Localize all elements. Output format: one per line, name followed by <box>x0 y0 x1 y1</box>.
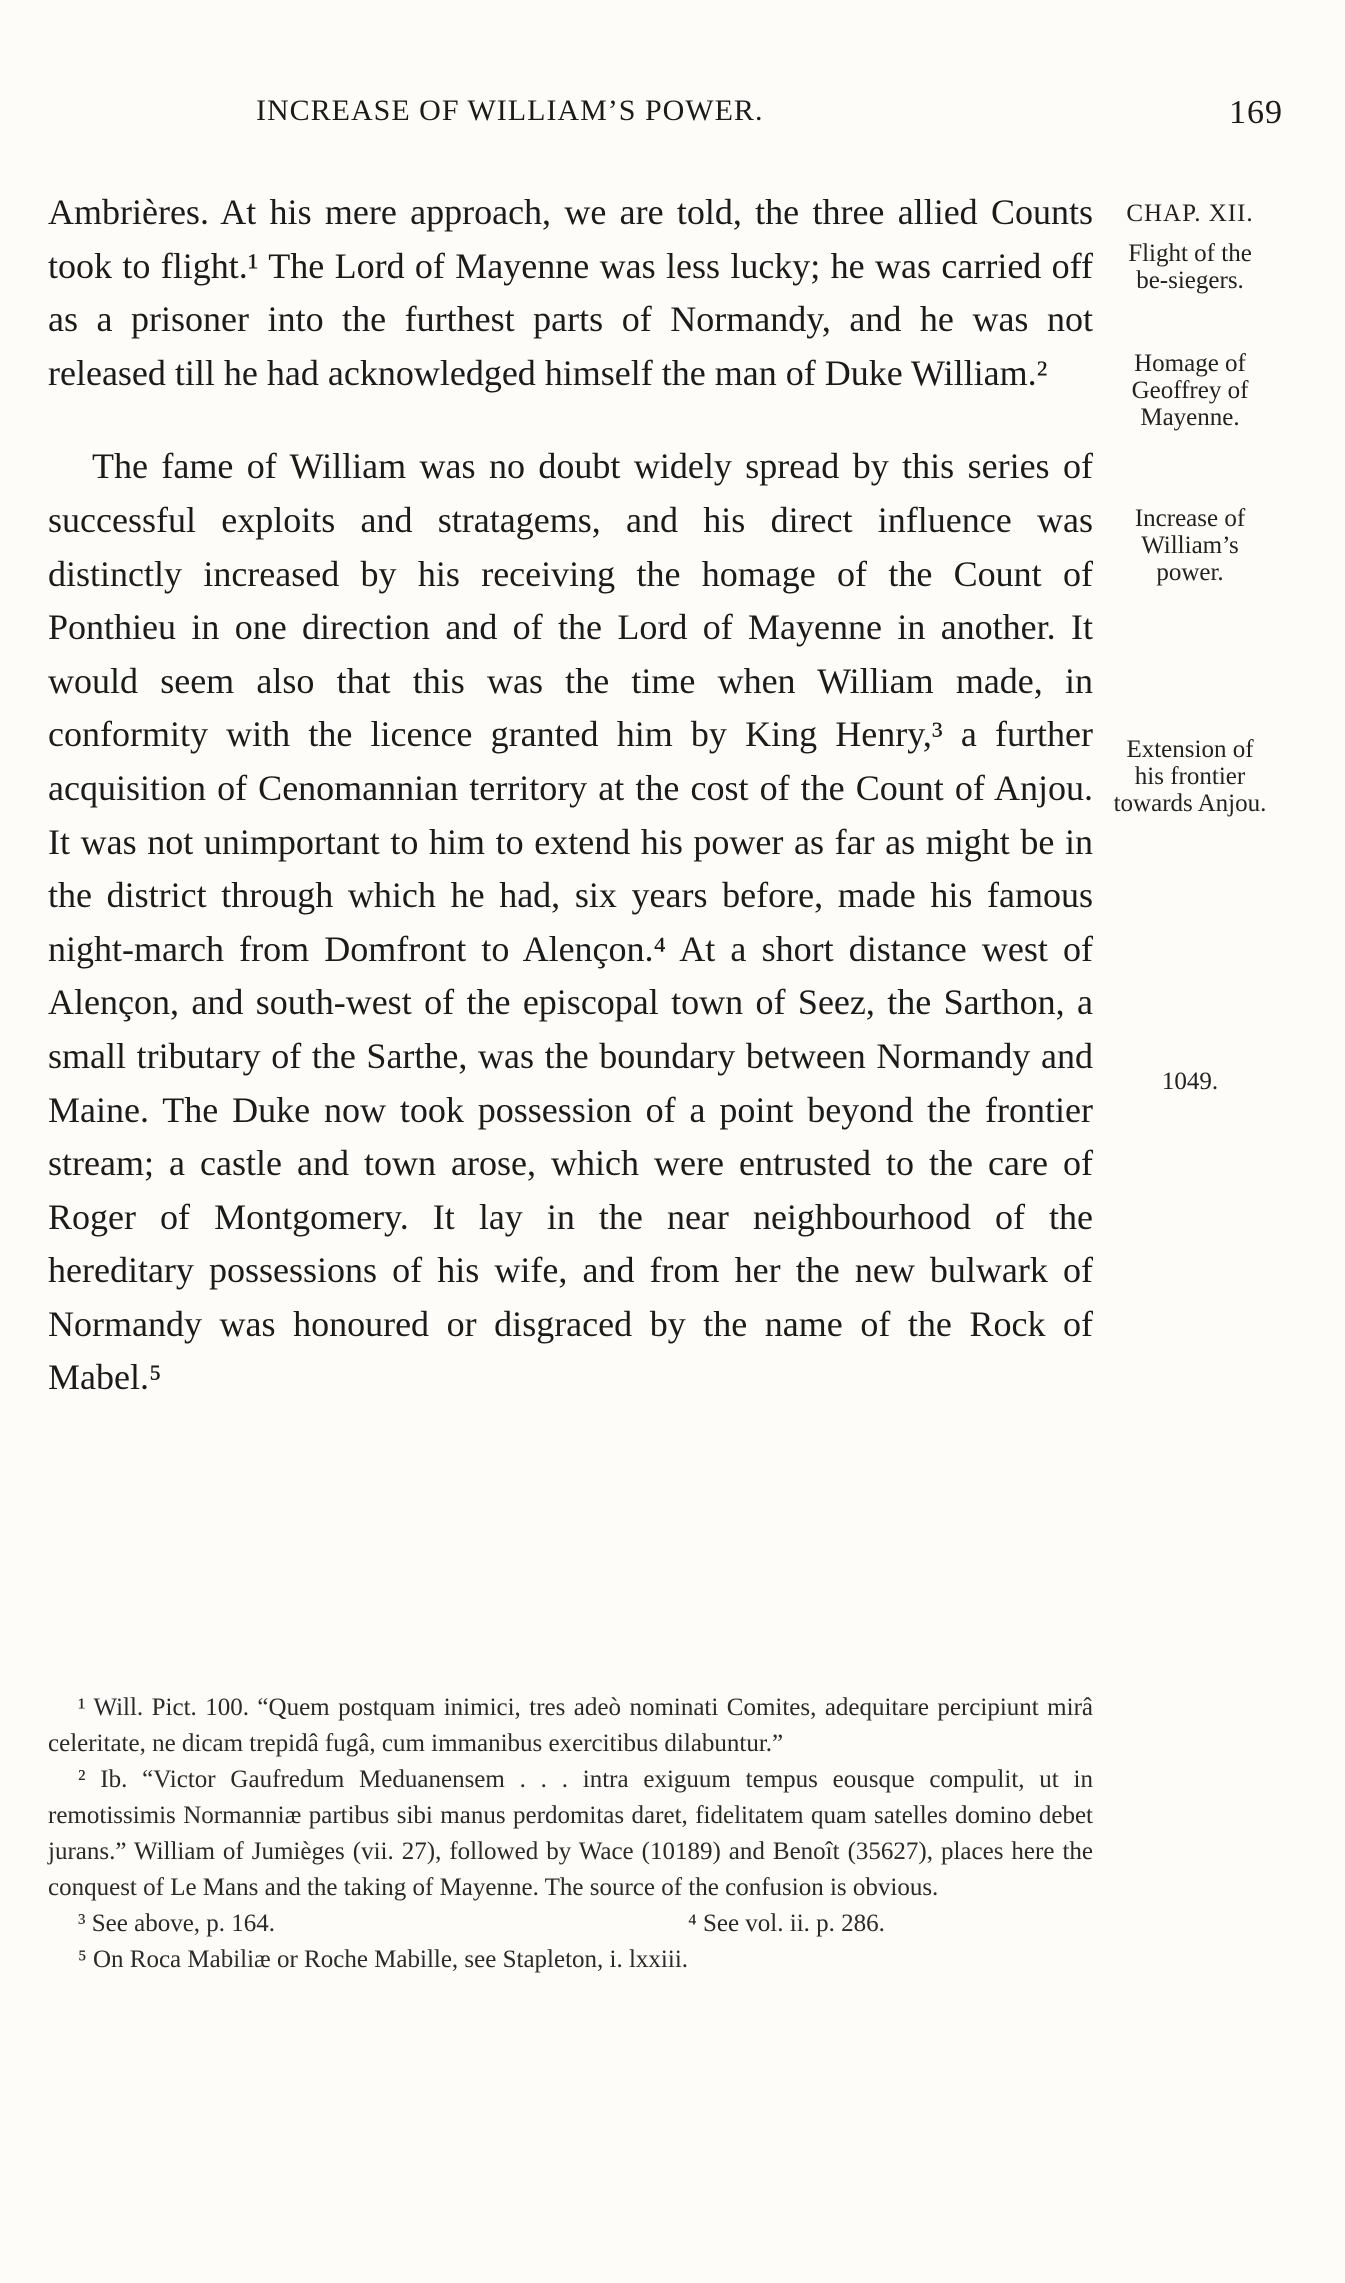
paragraph-1: Ambrières. At his mere approach, we are told, the three allied Counts took to flight.¹ The Lord of Mayenne was less lucky; he was carried off as a prisoner into the furthest parts of Normandy, and he was not released till he had acknowledged himself the man of Duke William.² <box>48 192 1093 393</box>
running-title: INCREASE OF WILLIAM’S POWER. <box>256 94 764 127</box>
footnote-3: ³ See above, p. 164. <box>78 1910 276 1937</box>
margin-note-homage: Homage of Geoffrey of Mayenne. <box>1131 350 1249 431</box>
margin-note-extension: Extension of his frontier towards Anjou. <box>1113 736 1267 817</box>
margin-note-increase: Increase of William’s power. <box>1134 505 1246 586</box>
main-text <box>48 186 1093 1405</box>
margin-note-flight: Flight of the be-siegers. <box>1128 240 1252 294</box>
page-number: 169 <box>1229 94 1283 131</box>
footnote-2: ² Ib. “Victor Gaufredum Meduanensem . . . intra exiguum tempus eousque compulit, ut in remotissimis Normanniæ partibus sibi manus perdomitas daret, fidelitatem quam satelles domino debet jurans.” William of Jumièges (vii. 27), followed by Wace (10189) and Benoît (35627), places here the conquest of Le Mans and the taking of Mayenne. The source of the confusion is obvious. <box>48 1766 1093 1901</box>
footnote-1: ¹ Will. Pict. 100. “Quem postquam inimici, tres adeò nominati Comites, adequitare percipiunt mirâ celeritate, ne dicam trepidâ fugâ, cum immanibus exercitibus dilabuntur.” <box>48 1694 1093 1757</box>
paragraph-2: The fame of William was no doubt widely spread by this series of successful exploits and stratagems, and his direct influence was distinctly increased by his receiving the homage of the Count of Ponthieu in one direction and of the Lord of Mayenne in another. It would seem also that this was the time when William made, in conformity with the licence granted him by King Henry,³ a further acquisition of Cenomannian territory at the cost of the Count of Anjou. It was not unimportant to him to extend his power as far as might be in the district through which he had, six years before, made his famous night-march from Domfront to Alençon.⁴ At a short distance west of Alençon, and south-west of the episcopal town of Seez, the Sarthon, a small tributary of the Sarthe, was the boundary between Normandy and Maine. The Duke now took possession of a point beyond the frontier stream; a castle and town arose, which were entrusted to the care of Roger of Montgomery. It lay in the near neighbourhood of the hereditary possessions of his wife, and from her the new bulwark of Normandy was honoured or disgraced by the name of the Rock of Mabel.⁵ <box>48 446 1093 1398</box>
footnote-row <box>48 1906 1093 1942</box>
margin-note-year: 1049. <box>1161 1068 1219 1095</box>
footnote-4: ⁴ See vol. ii. p. 286. <box>688 1910 885 1937</box>
footnotes <box>48 1690 1093 1978</box>
footnote-5: ⁵ On Roca Mabiliæ or Roche Mabille, see Stapleton, i. lxxiii. <box>78 1946 689 1973</box>
margin-note-chapter: CHAP. XII. <box>1126 200 1254 227</box>
running-head <box>48 94 1283 134</box>
